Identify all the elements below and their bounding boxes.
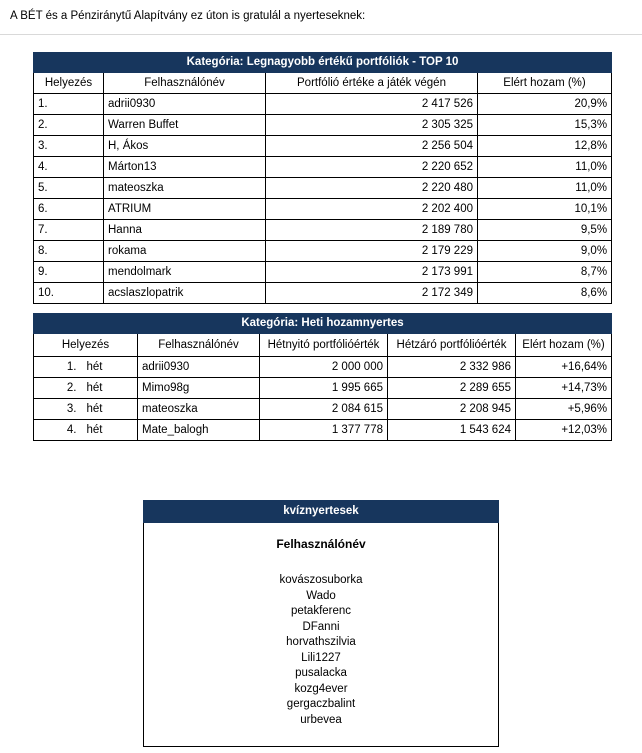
table-row xyxy=(34,199,612,220)
table-row xyxy=(34,357,612,378)
header-open-value: Hétnyitó portfólióérték xyxy=(260,334,388,357)
cell-rank-unit: hét xyxy=(86,424,103,436)
header-rank: Helyezés xyxy=(34,73,104,94)
quiz-winners-table xyxy=(143,500,499,747)
cell-rank-number: 3. xyxy=(66,403,77,415)
cell-open-value: 1 995 665 xyxy=(260,378,388,399)
cell-username: Hanna xyxy=(104,220,266,241)
cell-rank-number: 2. xyxy=(66,382,77,394)
header-rank: Helyezés xyxy=(34,334,138,357)
cell-yield: 10,1% xyxy=(478,199,612,220)
list-item: horvathszilvia xyxy=(286,636,356,648)
cell-rank-number: 1. xyxy=(66,361,77,373)
cell-close-value: 2 332 986 xyxy=(388,357,516,378)
cell-username: adrii0930 xyxy=(104,94,266,115)
table-row xyxy=(34,136,612,157)
cell-username: Mimo98g xyxy=(138,378,260,399)
list-item: pusalacka xyxy=(295,667,347,679)
cell-yield: 11,0% xyxy=(478,157,612,178)
cell-username: rokama xyxy=(104,241,266,262)
cell-close-value: 2 208 945 xyxy=(388,399,516,420)
cell-yield: 9,5% xyxy=(478,220,612,241)
cell-yield: +12,03% xyxy=(516,420,612,441)
header-close-value: Hétzáró portfólióérték xyxy=(388,334,516,357)
table-row xyxy=(34,220,612,241)
header-divider xyxy=(0,34,642,35)
table-row xyxy=(34,115,612,136)
cell-portfolio-value: 2 305 325 xyxy=(266,115,478,136)
header-yield: Elért hozam (%) xyxy=(516,334,612,357)
cell-yield: 8,7% xyxy=(478,262,612,283)
weekly-banner: Kategória: Heti hozamnyertes xyxy=(34,314,612,334)
list-item: petakferenc xyxy=(290,605,352,617)
cell-username: mateoszka xyxy=(138,399,260,420)
cell-portfolio-value: 2 417 526 xyxy=(266,94,478,115)
list-item: urbevea xyxy=(300,713,342,726)
cell-open-value: 2 084 615 xyxy=(260,399,388,420)
table-header-row xyxy=(34,73,612,94)
cell-rank: 4. xyxy=(34,157,104,178)
cell-username: Warren Buffet xyxy=(104,115,266,136)
cell-rank xyxy=(34,357,138,378)
quiz-winners-body xyxy=(143,523,499,747)
table-banner-row xyxy=(34,53,612,73)
cell-rank: 9. xyxy=(34,262,104,283)
cell-username: mendolmark xyxy=(104,262,266,283)
cell-rank-unit: hét xyxy=(86,403,103,415)
cell-yield: 12,8% xyxy=(478,136,612,157)
quiz-subheader: Felhasználónév xyxy=(276,537,366,551)
weekly-yield-winner-table xyxy=(33,313,612,441)
table-row xyxy=(34,241,612,262)
cell-yield: 20,9% xyxy=(478,94,612,115)
cell-yield: 11,0% xyxy=(478,178,612,199)
table-header-row xyxy=(34,334,612,357)
cell-portfolio-value: 2 202 400 xyxy=(266,199,478,220)
cell-username: acslaszlopatrik xyxy=(104,283,266,304)
cell-yield: +5,96% xyxy=(516,399,612,420)
table-row xyxy=(34,283,612,304)
cell-rank: 3. xyxy=(34,136,104,157)
cell-portfolio-value: 2 179 229 xyxy=(266,241,478,262)
cell-open-value: 1 377 778 xyxy=(260,420,388,441)
header-username: Felhasználónév xyxy=(138,334,260,357)
cell-username: ATRIUM xyxy=(104,199,266,220)
table-row xyxy=(34,94,612,115)
cell-rank: 10. xyxy=(34,283,104,304)
cell-yield: 8,6% xyxy=(478,283,612,304)
cell-portfolio-value: 2 220 652 xyxy=(266,157,478,178)
list-item: Lili1227 xyxy=(301,651,341,664)
cell-portfolio-value: 2 172 349 xyxy=(266,283,478,304)
table-row xyxy=(34,378,612,399)
top10-portfolio-table xyxy=(33,52,612,304)
cell-portfolio-value: 2 189 780 xyxy=(266,220,478,241)
cell-username: Márton13 xyxy=(104,157,266,178)
list-item: Wado xyxy=(306,589,336,602)
cell-username: adrii0930 xyxy=(138,357,260,378)
list-item: gergaczbalint xyxy=(286,698,356,710)
cell-rank: 7. xyxy=(34,220,104,241)
cell-rank-unit: hét xyxy=(86,382,103,394)
cell-username: mateoszka xyxy=(104,178,266,199)
list-item: kovászosuborka xyxy=(279,574,363,586)
intro-text: A BÉT és a Pénziránytű Alapítvány ez úton is gratulál a nyerteseknek: xyxy=(10,10,366,22)
cell-close-value: 1 543 624 xyxy=(388,420,516,441)
table-banner-row xyxy=(34,314,612,334)
cell-portfolio-value: 2 173 991 xyxy=(266,262,478,283)
cell-rank: 6. xyxy=(34,199,104,220)
cell-open-value: 2 000 000 xyxy=(260,357,388,378)
list-item: DFanni xyxy=(302,620,340,633)
top10-banner: Kategória: Legnagyobb értékű portfóliók - TOP 10 xyxy=(34,53,612,73)
cell-yield: +16,64% xyxy=(516,357,612,378)
table-row xyxy=(34,420,612,441)
header-portfolio-value: Portfólió értéke a játék végén xyxy=(266,73,478,94)
cell-rank: 2. xyxy=(34,115,104,136)
list-item: kozg4ever xyxy=(294,682,348,695)
quiz-banner: kvíznyertesek xyxy=(143,500,499,523)
table-row xyxy=(34,262,612,283)
cell-rank: 1. xyxy=(34,94,104,115)
cell-yield: 15,3% xyxy=(478,115,612,136)
cell-rank-unit: hét xyxy=(86,361,103,373)
cell-username: H, Ákos xyxy=(104,136,266,157)
cell-rank xyxy=(34,399,138,420)
cell-close-value: 2 289 655 xyxy=(388,378,516,399)
cell-portfolio-value: 2 256 504 xyxy=(266,136,478,157)
cell-portfolio-value: 2 220 480 xyxy=(266,178,478,199)
table-row xyxy=(34,399,612,420)
table-row xyxy=(34,157,612,178)
header-username: Felhasználónév xyxy=(104,73,266,94)
cell-rank: 5. xyxy=(34,178,104,199)
cell-yield: 9,0% xyxy=(478,241,612,262)
table-row xyxy=(34,178,612,199)
cell-username: Mate_balogh xyxy=(138,420,260,441)
header-yield: Elért hozam (%) xyxy=(478,73,612,94)
cell-rank-number: 4. xyxy=(66,424,77,436)
cell-rank xyxy=(34,378,138,399)
cell-rank: 8. xyxy=(34,241,104,262)
cell-yield: +14,73% xyxy=(516,378,612,399)
cell-rank xyxy=(34,420,138,441)
